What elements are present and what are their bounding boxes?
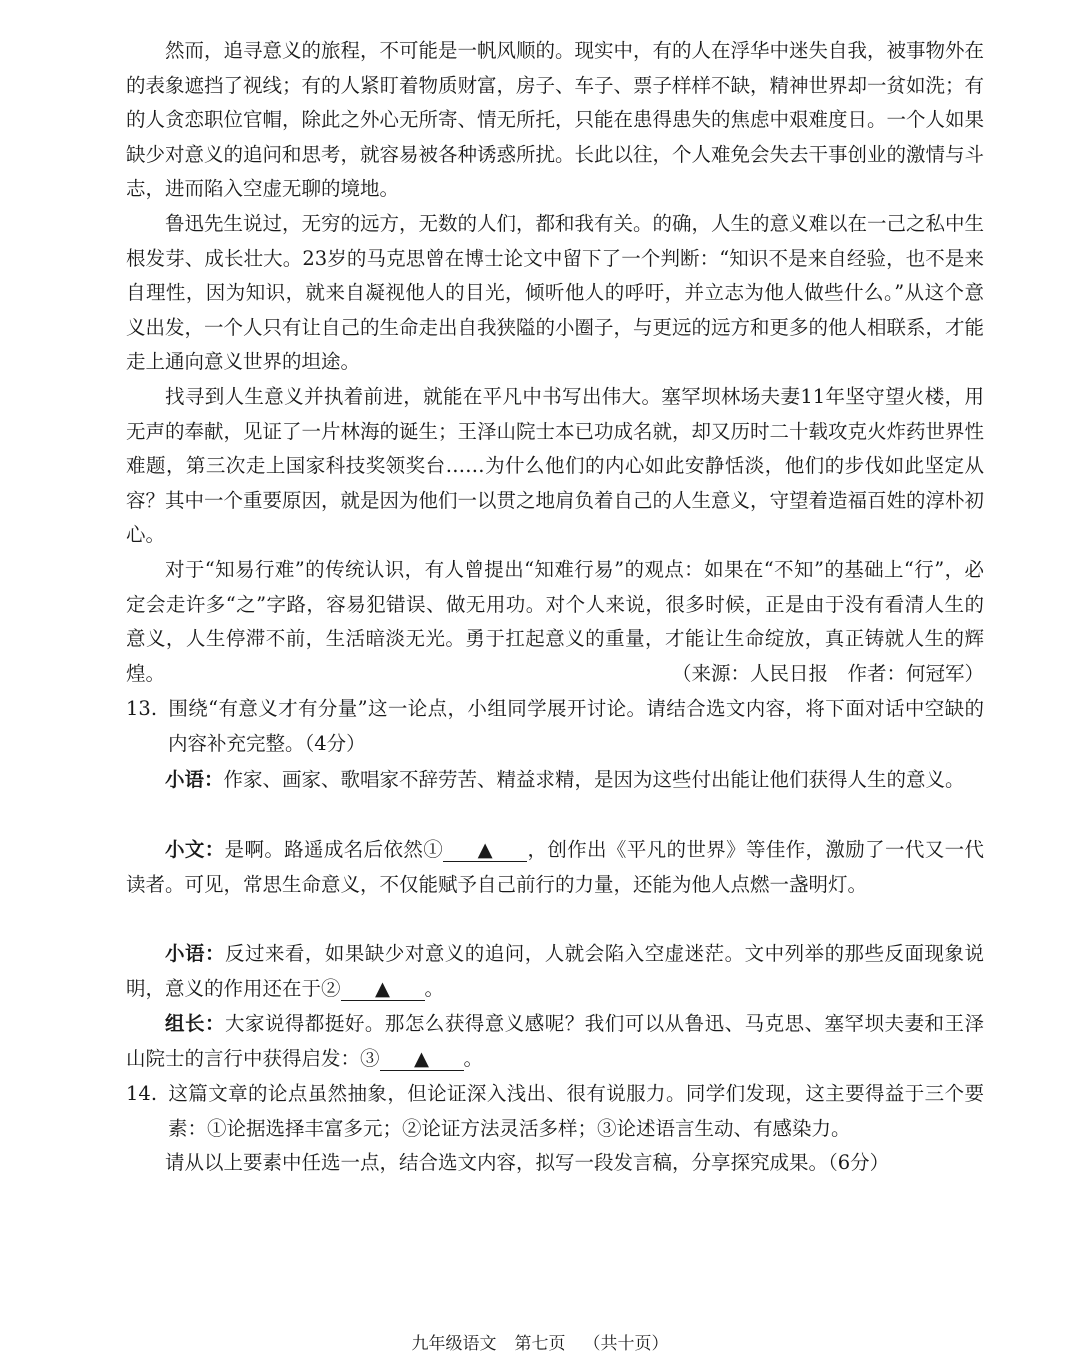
question-14	[126, 1077, 984, 1146]
speaker-label: 组长：	[165, 1012, 225, 1035]
answer-blank-2[interactable]: ▲	[341, 978, 425, 1001]
dialogue-text: 。	[463, 1046, 484, 1070]
dialogue-text: 作家、画家、歌唱家不辞劳苦、精益求精，是因为这些付出能让他们获得人生的意义。	[223, 768, 965, 791]
question-14-number: 14.	[126, 1082, 158, 1105]
footer-page-number: 第七页	[514, 1334, 566, 1354]
paragraph-4-text: 对于“知易行难”的传统认识，有人曾提出“知难行易”的观点：如果在“不知”的基础上“行”，必定会走许多“之”字路，容易犯错误、做无用功。对个人来说，很多时候，正是由于没有看清人生的意义，人生停滞不前，生活暗淡无光。勇于扛起意义的重量，才能让生命绽放，真正铸就人生的辉煌。	[126, 558, 984, 685]
source-note: （来源：人民日报 作者：何冠军）	[671, 661, 984, 685]
question-13	[126, 692, 984, 761]
dialogue-text: 。	[424, 976, 445, 1000]
dialogue-line-3	[126, 937, 984, 1006]
question-13-text: 围绕“有意义才有分量”这一论点，小组同学展开讨论。请结合选文内容，将下面对话中空缺的内容补充完整。（4分）	[168, 697, 984, 755]
footer-total-pages: （共十页）	[583, 1334, 669, 1354]
paragraph-1: 然而，追寻意义的旅程，不可能是一帆风顺的。现实中，有的人在浮华中迷失自我，被事物外在的表象遮挡了视线；有的人紧盯着物质财富，房子、车子、票子样样不缺，精神世界却一贫如洗；有的人贪恋职位官帽，除此之外心无所寄、情无所托，只能在患得患失的焦虑中艰难度日。一个人如果缺少对意义的追问和思考，就容易被各种诱惑所扰。长此以往，个人难免会失去干事创业的激情与斗志，进而陷入空虚无聊的境地。	[126, 39, 985, 201]
dialogue-text: 是啊。路遥成名后依然①	[224, 838, 444, 861]
speaker-label: 小语：	[165, 768, 224, 791]
speaker-label: 小文：	[165, 838, 225, 861]
answer-blank-3[interactable]: ▲	[380, 1048, 464, 1071]
dialogue-text: 大家说得都挺好。那怎么获得意义感呢？我们可以从鲁迅、马克思、塞罕坝夫妻和王泽山院士的言行中获得启发：③	[126, 1012, 984, 1070]
question-14-instruction: 请从以上要素中任选一点，结合选文内容，拟写一段发言稿，分享探究成果。（6分）	[165, 1151, 890, 1174]
footer-subject: 九年级语文	[411, 1334, 497, 1354]
dialogue-line-4	[126, 1007, 984, 1076]
dialogue-text: ，创作出《平凡的世界》等佳作，激励了一代又一代读者。可见，常思生命意义，不仅能赋予自己前行的力量，还能为他人点燃一盏明灯。	[126, 838, 984, 896]
question-14-text: 这篇文章的论点虽然抽象，但论证深入浅出、很有说服力。同学们发现，这主要得益于三个要素：①论据选择丰富多元；②论证方法灵活多样；③论述语言生动、有感染力。	[168, 1082, 984, 1140]
dialogue-line-2	[126, 833, 984, 902]
dialogue-line-1	[126, 763, 984, 798]
answer-blank-1[interactable]: ▲	[443, 839, 527, 862]
dialogue-text: 反过来看，如果缺少对意义的追问，人就会陷入空虚迷茫。文中列举的那些反面现象说明，意义的作用还在于②	[126, 942, 984, 1000]
paragraph-3: 找寻到人生意义并执着前进，就能在平凡中书写出伟大。塞罕坝林场夫妻11年坚守望火楼，用无声的奉献，见证了一片林海的诞生；王泽山院士本已功成名就，却又历时二十载攻克火炸药世界性难题，第三次走上国家科技奖领奖台……为什么他们的内心如此安静恬淡，他们的步伐如此坚定从容？其中一个重要原因，就是因为他们一以贯之地肩负着自己的人生意义，守望着造福百姓的淳朴初心。	[126, 385, 985, 547]
paragraph-2: 鲁迅先生说过，无穷的远方，无数的人们，都和我有关。的确，人生的意义难以在一己之私中生根发芽、成长壮大。23岁的马克思曾在博士论文中留下了一个判断：“知识不是来自经验，也不是来自理性，因为知识，就来自凝视他人的目光，倾听他人的呼吁，并立志为他人做些什么。”从这个意义出发，一个人只有让自己的生命走出自我狭隘的小圈子，与更远的远方和更多的他人相联系，才能走上通向意义世界的坦途。	[126, 212, 985, 374]
question-13-number: 13.	[126, 697, 158, 720]
speaker-label: 小语：	[165, 942, 225, 965]
page-footer	[0, 1332, 1080, 1356]
paragraph-4	[126, 553, 984, 691]
